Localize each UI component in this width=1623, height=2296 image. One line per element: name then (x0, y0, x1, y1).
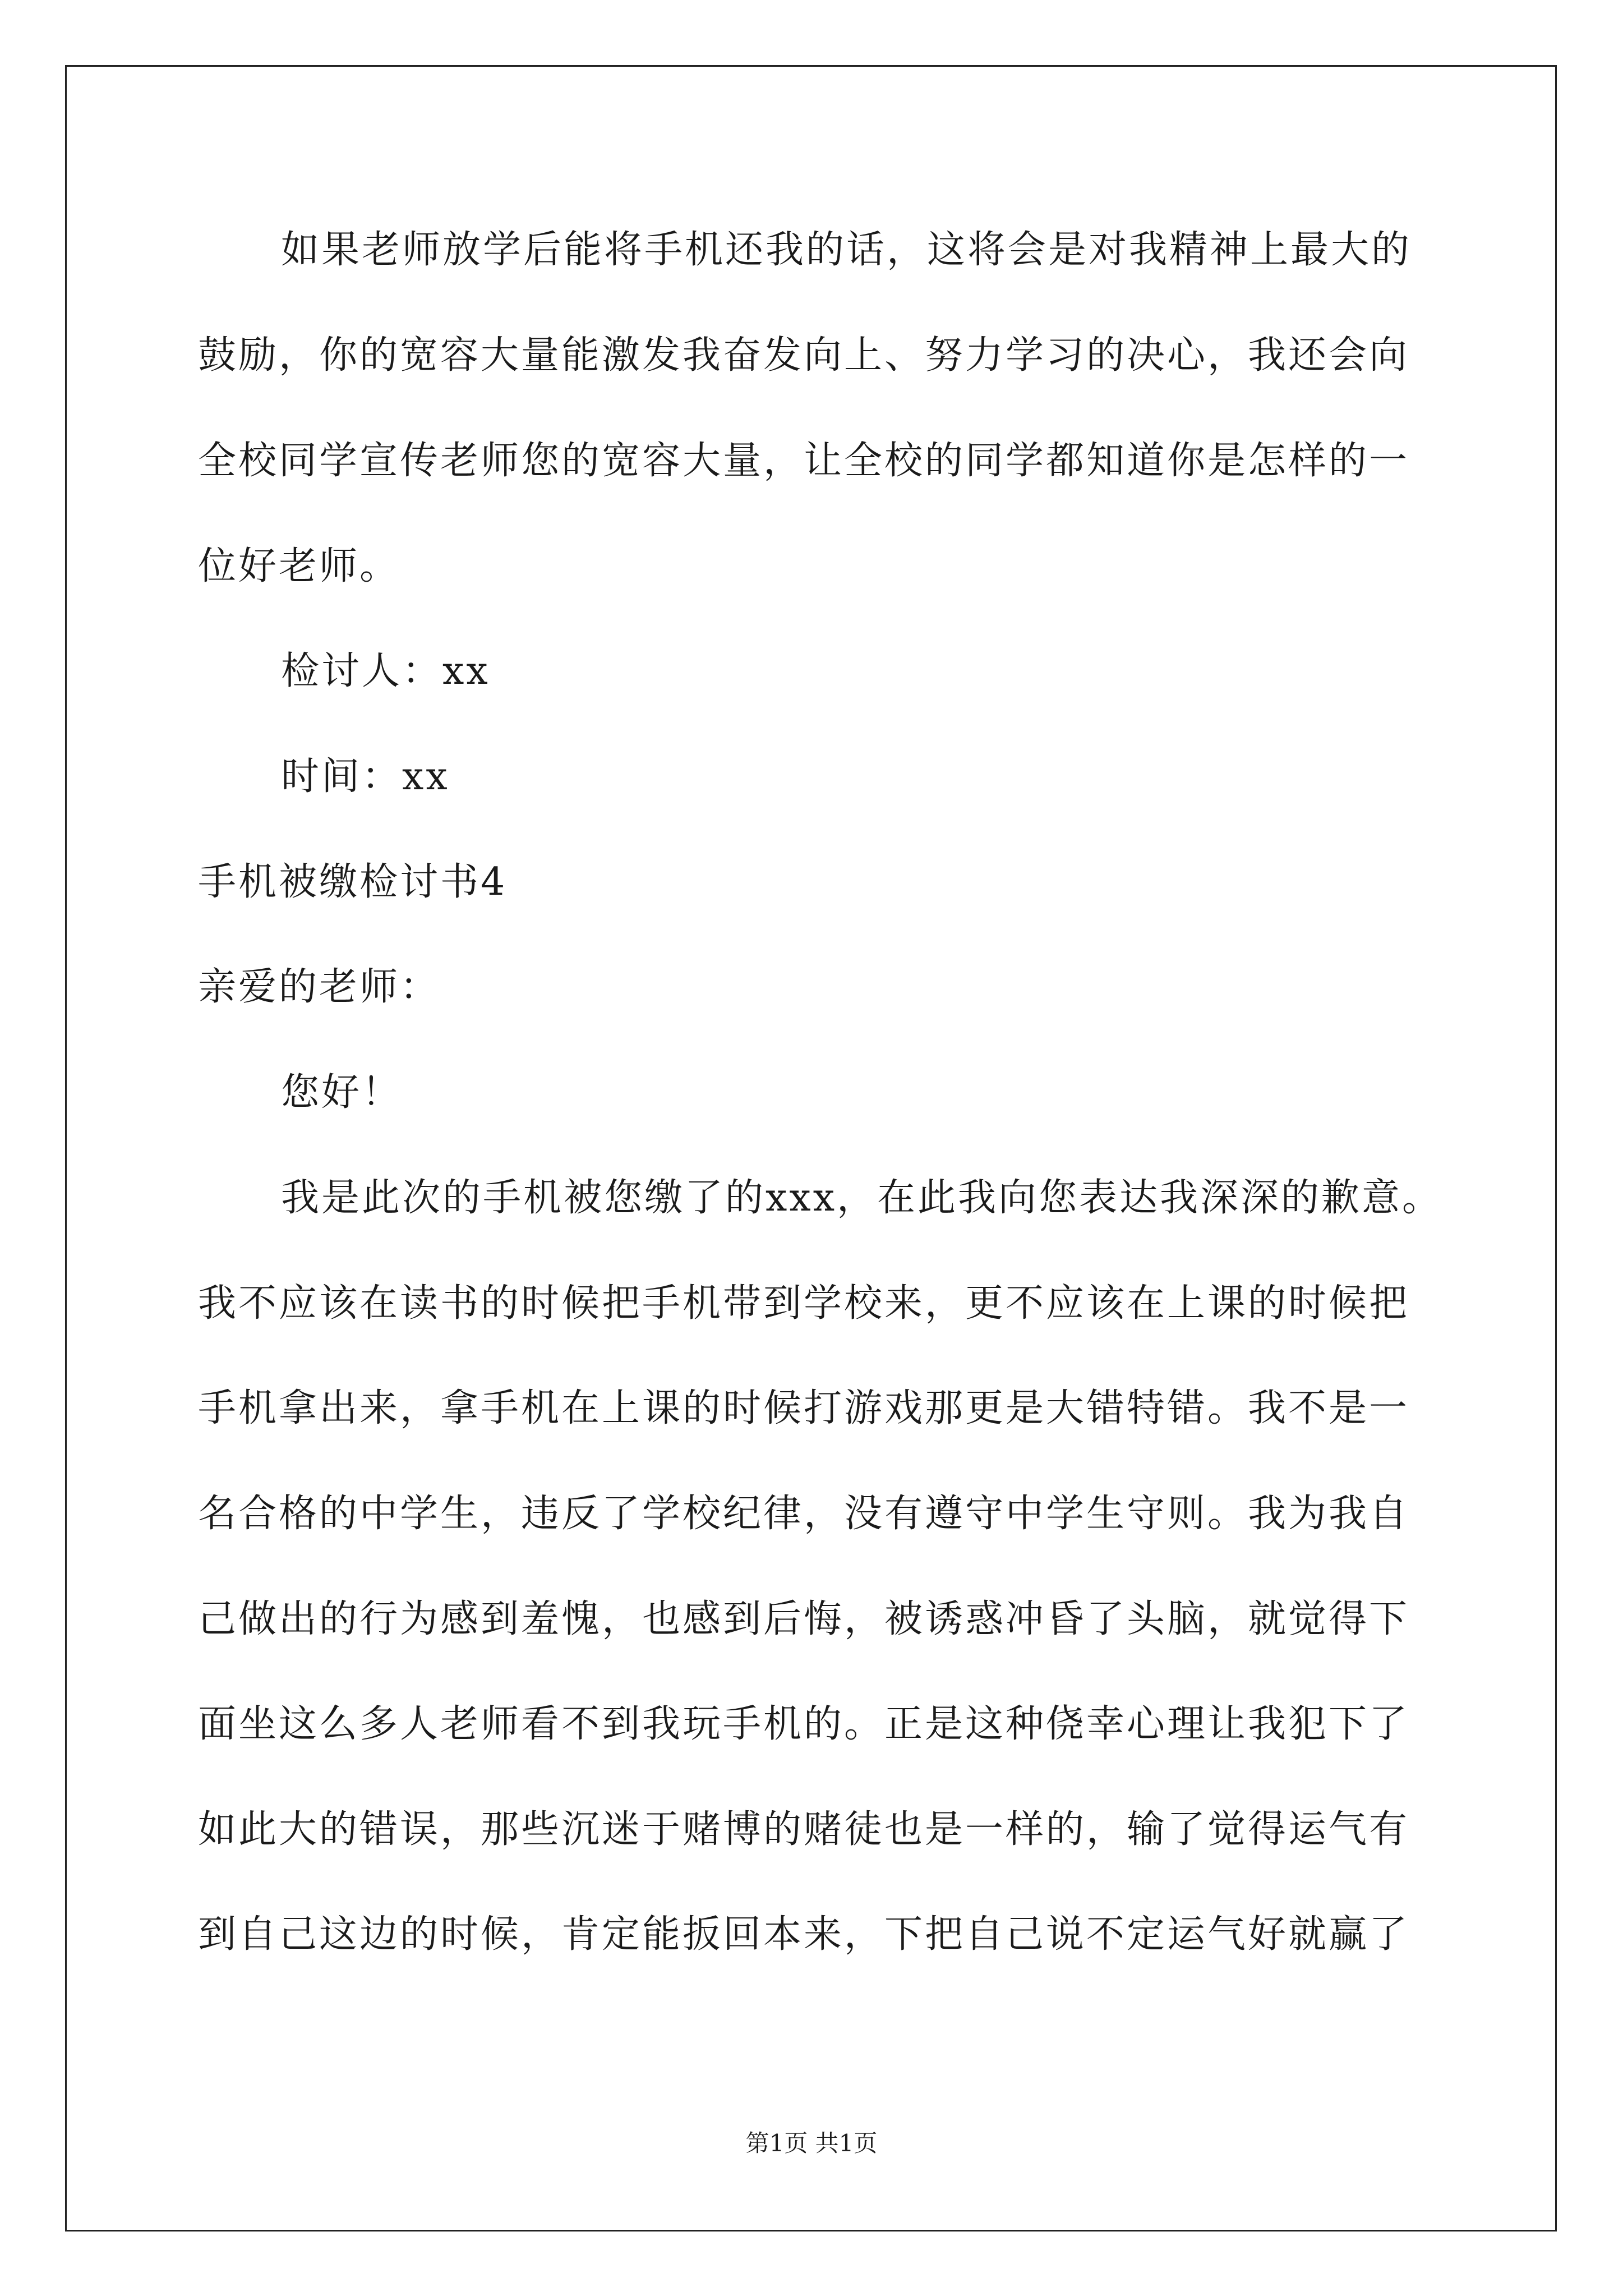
salutation: 亲爱的老师： (198, 965, 441, 1009)
paragraph-line: 我是此次的手机被您缴了的xxx，在此我向您表达我深深的歉意。 (281, 1176, 1443, 1220)
section-title: 手机被缴检讨书4 (198, 860, 508, 904)
paragraph-line: 鼓励，你的宽容大量能激发我奋发向上、努力学习的决心，我还会向 (198, 333, 1410, 378)
paragraph-line: 位好老师。 (198, 544, 400, 588)
signer-line: 检讨人：xx (281, 649, 490, 693)
page-number-footer: 第1页 共1页 (745, 2129, 878, 2157)
paragraph-line: 我不应该在读书的时候把手机带到学校来，更不应该在上课的时候把 (198, 1281, 1410, 1326)
paragraph-line: 到自己这边的时候，肯定能扳回本来，下把自己说不定运气好就赢了 (198, 1912, 1410, 1957)
paragraph-line: 名合格的中学生，违反了学校纪律，没有遵守中学生守则。我为我自 (198, 1492, 1410, 1536)
paragraph-line: 面坐这么多人老师看不到我玩手机的。正是这种侥幸心理让我犯下了 (198, 1702, 1410, 1746)
greeting: 您好！ (281, 1070, 403, 1115)
paragraph-line: 己做出的行为感到羞愧，也感到后悔，被诱惑冲昏了头脑，就觉得下 (198, 1597, 1410, 1641)
paragraph-line: 手机拿出来，拿手机在上课的时候打游戏那更是大错特错。我不是一 (198, 1386, 1410, 1430)
page-border (65, 65, 1557, 2231)
paragraph-line: 如果老师放学后能将手机还我的话，这将会是对我精神上最大的 (281, 228, 1412, 272)
date-line: 时间：xx (281, 754, 450, 799)
paragraph-line: 如此大的错误，那些沉迷于赌博的赌徒也是一样的，输了觉得运气有 (198, 1807, 1410, 1852)
paragraph-line: 全校同学宣传老师您的宽容大量，让全校的同学都知道你是怎样的一 (198, 439, 1410, 483)
